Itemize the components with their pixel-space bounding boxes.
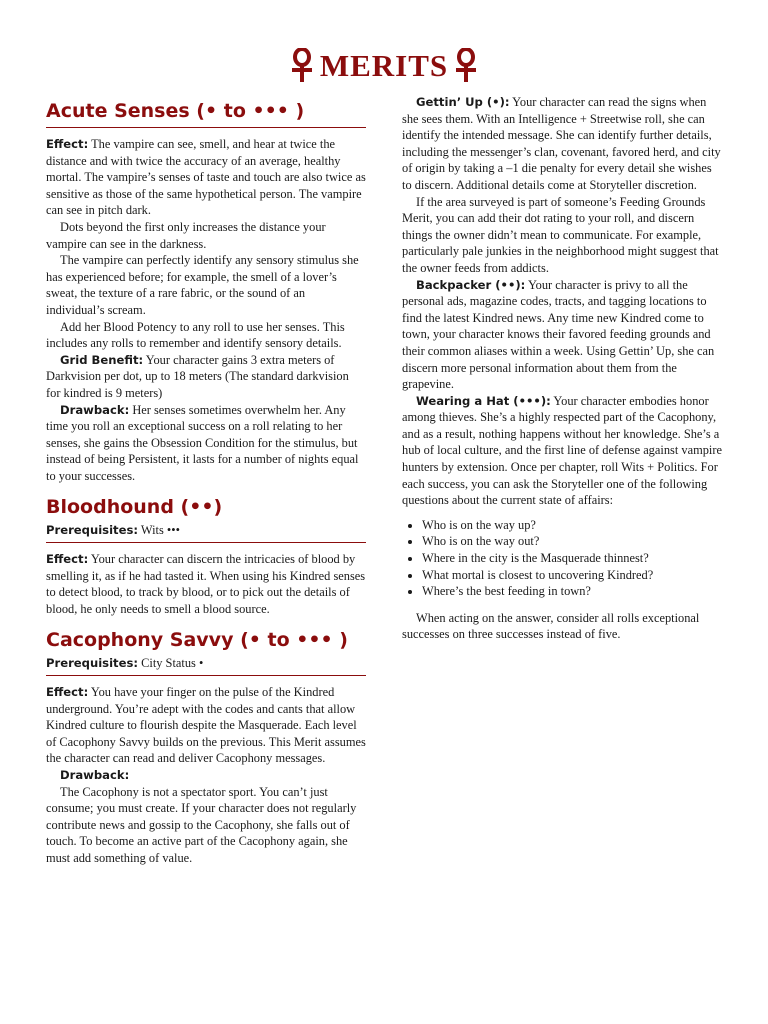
questions-list [402, 517, 722, 600]
divider [46, 675, 366, 676]
bloodhound-prereq: Prerequisites: Wits ••• [46, 523, 180, 538]
acute-senses-grid: Grid Benefit: Your character gains 3 extra meters of Darkvision per dot, up to 18 meters (The standard darkvision for kindred is 9 meters) [46, 352, 349, 400]
acute-senses-p4: Add her Blood Potency to any roll to use her senses. This includes any rolls to remember and identify sensory details. [46, 319, 345, 351]
feeding-grounds-note: If the area surveyed is part of someone’s Feeding Grounds Merit, you can add their dot rating to your roll, and discern things the owner didn’t mean to communicate. For example, particularly pale junkies in the neighborhood might suggest that the owner feeds from addicts. [402, 194, 719, 275]
backpacker: Backpacker (••): Your character is privy to all the personal ads, magazine codes, tracts, and tagging locations to find the latest Kindred news. Any time new Kindred come to town, your character knows their favored feeding grounds and their common aliases within a week. Using Gettin’ Up, she can discern more personal information about them from the grapevine. [402, 277, 715, 392]
left-column [46, 98, 366, 867]
acute-senses-drawback: Drawback: Her senses sometimes overwhelm her. Any time you roll an exceptional success on a roll relating to her senses, she gains the Obsession Condition for the stimulus, but instead of being Persistent, it lasts for a number of nights equal to your successes. [46, 402, 359, 483]
closing-note: When acting on the answer, consider all rolls exceptional successes on three successes instead of five. [402, 610, 700, 642]
cacophony-heading: Cacophony Savvy (• to ••• ) [46, 629, 348, 652]
right-column [402, 94, 722, 643]
divider [46, 542, 366, 543]
acute-senses-heading: Acute Senses (• to ••• ) [46, 100, 305, 122]
list-item: • Where in the city is the Masquerade thinnest? [422, 550, 722, 567]
bloodhound-heading: Bloodhound (••) [46, 496, 223, 519]
wearing-a-hat: Wearing a Hat (•••): Your character embodies honor among thieves. She’s a highly respected part of the Cacophony, and as a result, nothing happens without her knowledge. She’s a hub of local culture, and the first line of defense against vampire hunters by extension. Once per chapter, roll Wits + Politics. For each success, you can ask the Storyteller one of the following questions about the current state of affairs: [402, 393, 722, 508]
cacophony-drawback-text: The Cacophony is not a spectator sport. You can’t just consume; you must create. If your character does not regularly contribute news and gossip to the Cacophony, she falls out of touch. To become an active part of the Cacophony again, she must add something of value. [46, 784, 357, 865]
page-title [0, 48, 768, 90]
list-item: • Who is on the way up? [422, 517, 722, 534]
gettin-up: Gettin’ Up (•): Your character can read the signs when she sees them. With an Intelligence + Streetwise roll, she can identify the intended message. She can identify further details, including the messenger’s clan, covenant, favored herd, and city of origin by taking a –1 die penalty for every detail she wishes to discern. Additional details come at Storyteller discretion. [402, 95, 721, 192]
acute-senses-effect: Effect: The vampire can see, smell, and hear at twice the distance and with twice the accuracy of an average, healthy mortal. The vampire’s senses of taste and touch are also twice as sensitive as those of the same hypothetical person. The vampire can see in pitch dark. [46, 137, 366, 218]
acute-senses-p3: The vampire can perfectly identify any sensory stimulus she has experienced before; for example, the smell of a lover’s sweat, the texture of a rare fabric, or the sound of an individual’s scream. [46, 253, 359, 317]
ankh-icon [290, 48, 314, 90]
list-item: • What mortal is closest to uncovering Kindred? [422, 567, 722, 584]
bloodhound-effect: Effect: Your character can discern the intricacies of blood by smelling it, as if he had tasted it. When using his Kindred senses to detect blood, to track by blood, or to pick out the details of blood, he only needs to smell a blood source. [46, 552, 366, 616]
acute-senses-p2: Dots beyond the first only increases the distance your vampire can see in the darkness. [46, 219, 326, 251]
list-item: • Who is on the way out? [422, 533, 722, 550]
list-item: • Where’s the best feeding in town? [422, 583, 722, 600]
divider [46, 127, 366, 128]
ankh-icon [454, 48, 478, 90]
cacophony-effect: Effect: You have your finger on the pulse of the Kindred underground. You’re adept with the codes and cants that allow Kindred culture to flourish despite the Masquerade. Each level of Cacophony Savvy builds on the previous. This Merit assumes the character can read and deliver Cacophony messages. [46, 685, 366, 766]
cacophony-prereq: Prerequisites: City Status • [46, 656, 204, 671]
title-text: MERITS [319, 48, 449, 84]
cacophony-drawback-label: Drawback: [60, 768, 130, 782]
